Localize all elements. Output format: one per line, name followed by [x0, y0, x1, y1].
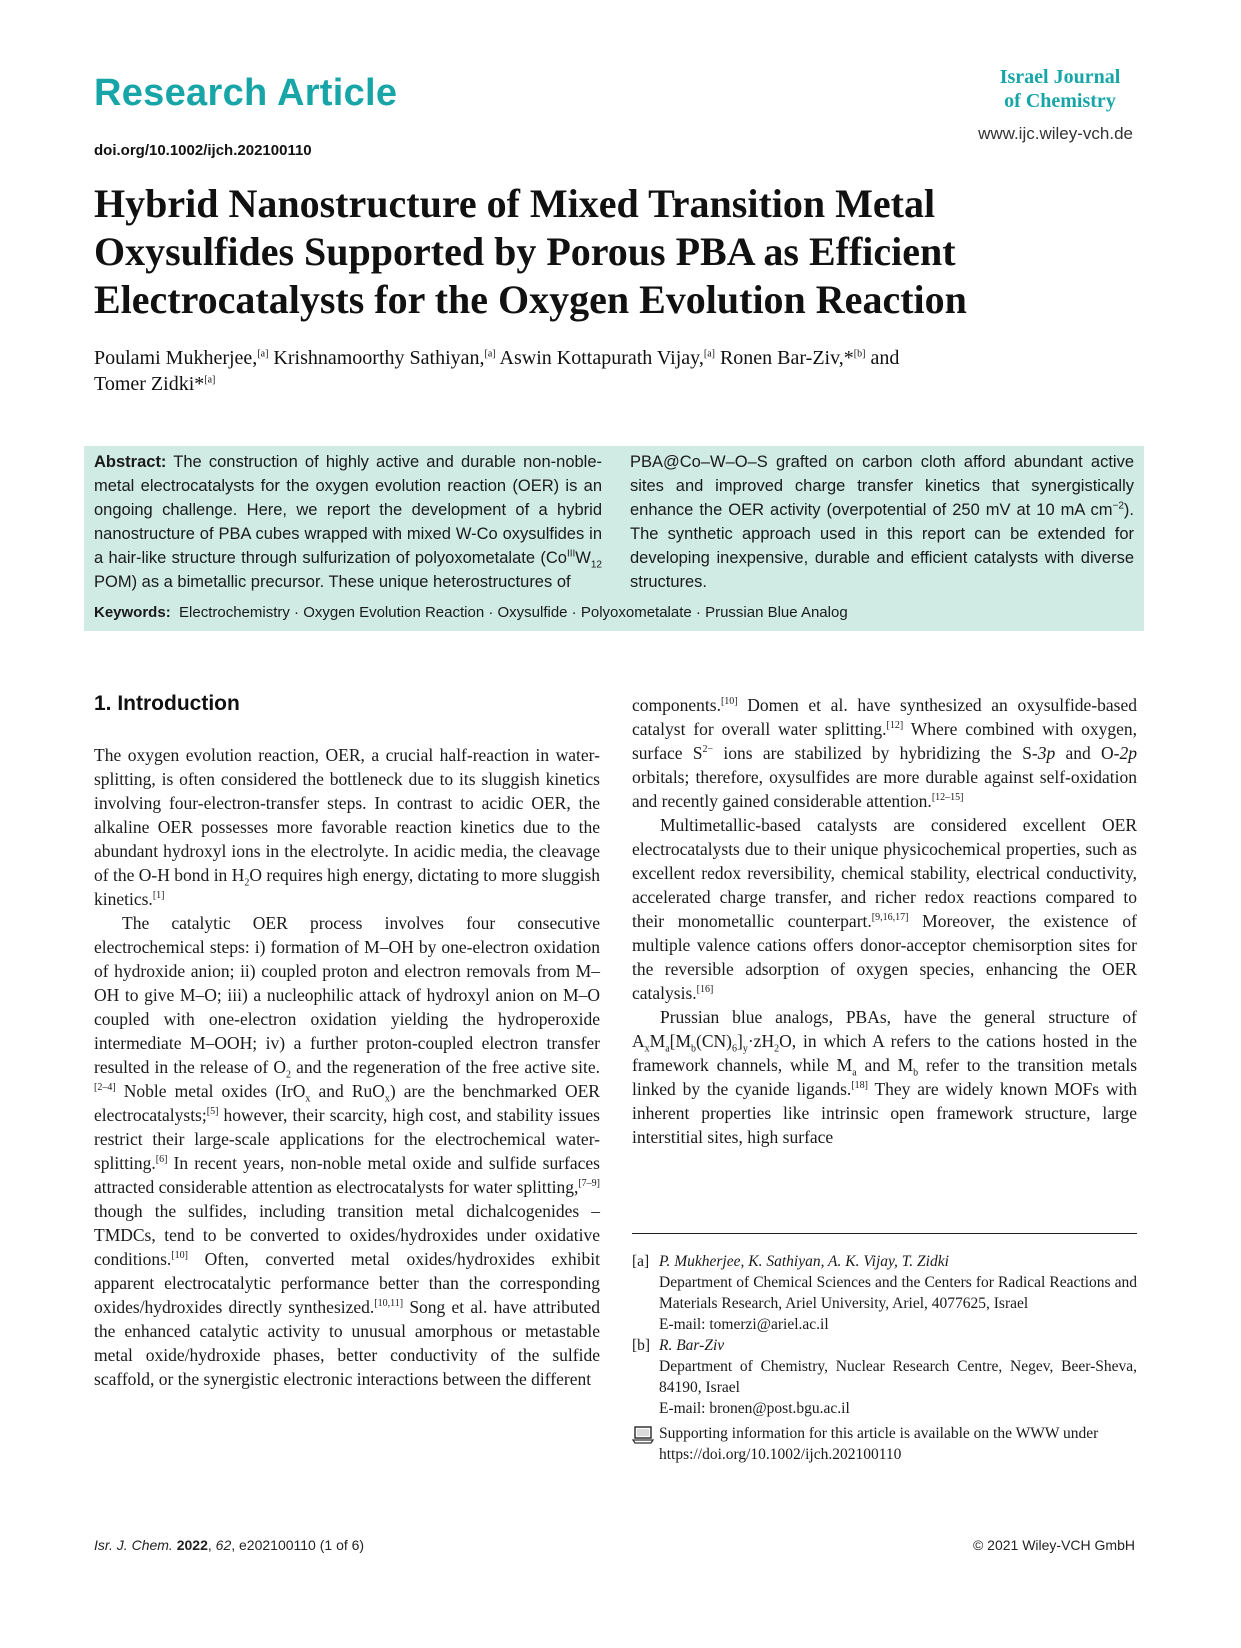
- abstract-superscript: III: [566, 548, 576, 560]
- keywords-label: Keywords:: [94, 604, 171, 621]
- footer-article-id: e202100110 (1 of 6): [239, 1537, 365, 1553]
- keywords-line: [94, 604, 1134, 621]
- body-text: (CN): [696, 1031, 733, 1051]
- italic-text: 3p: [1037, 743, 1056, 763]
- body-text: Multimetallic-based catalysts are considered excellent OER electrocatalysts due to their unique physicochemical properties, such as excellent redox reversibility, chemical stability, electrical conductivity, accelerated charge transfer, and richer redox reactions compared to their monometallic counterpart.: [632, 815, 1137, 931]
- body-text: O, in which A refers to the cations hosted in the framework channels, while M: [632, 1031, 1137, 1075]
- citation-ref[interactable]: [10]: [171, 1250, 188, 1262]
- subscript: x: [384, 1093, 390, 1105]
- article-type-heading: Research Article: [94, 72, 398, 114]
- footer-journal: Isr. J. Chem.: [94, 1537, 173, 1553]
- affiliation-marker: [a]: [257, 348, 269, 360]
- subscript: 2: [774, 1043, 780, 1055]
- footer-year: 2022: [176, 1537, 208, 1553]
- footnotes: [632, 1251, 1137, 1465]
- body-text: Often, converted metal oxides/hydroxides exhibit apparent electrocatalytic performance better than the corresponding oxides/hydroxides directly synthesized.: [94, 1249, 600, 1317]
- subscript: x: [305, 1093, 311, 1105]
- footnote-authors: R. Bar-Ziv: [659, 1337, 725, 1354]
- citation-ref[interactable]: [10,11]: [374, 1298, 404, 1310]
- abstract-column-left: [94, 450, 602, 594]
- body-text: The catalytic OER process involves four consecutive electrochemical steps: i) formation of M–OH by one-electron oxidation of hydroxide anion; ii) coupled proton and electron removals from M–OH to give M–O; iii) a nucleophilic attack of hydroxyl anion on M–O coupled with one-electron oxidation yielding the hydroperoxide intermediate M–OOH; iv) a further proton-coupled electron transfer resulted in the release of O: [94, 913, 600, 1077]
- keywords-list: Electrochemistry · Oxygen Evolution Reaction · Oxysulfide · Polyoxometalate · Prussian Blue Analog: [179, 604, 848, 621]
- section-heading: 1. Introduction: [94, 692, 240, 715]
- author-name: Tomer Zidki*: [94, 373, 205, 395]
- affiliation-marker: [b]: [853, 348, 866, 360]
- subscript: a: [665, 1043, 670, 1055]
- body-text: Where combined with oxygen, surface S: [632, 719, 1137, 763]
- citation-ref[interactable]: [5]: [206, 1106, 219, 1118]
- body-text: and M: [856, 1055, 914, 1075]
- body-text: orbitals; therefore, oxysulfides are more durable against self-oxidation and recently gained considerable attention.: [632, 767, 1137, 811]
- citation-ref[interactable]: [16]: [696, 984, 714, 996]
- author-name: Ronen Bar-Ziv,*: [719, 347, 854, 369]
- citation-ref[interactable]: [6]: [155, 1154, 168, 1166]
- abstract-text: W: [575, 549, 591, 567]
- footnote-authors: P. Mukherjee, K. Sathiyan, A. K. Vijay, T. Zidki: [659, 1253, 949, 1270]
- author-list: [94, 345, 1134, 397]
- body-text: though the sulfides, including transition metal dichalcogenides – TMDCs, tend to be converted to oxides/hydroxides under oxidative conditions.: [94, 1201, 600, 1269]
- body-text: however, their scarcity, high cost, and stability issues restrict their large-scale applications for the electrochemical water-splitting.: [94, 1105, 600, 1173]
- superscript: 2−: [702, 744, 714, 756]
- footnote-email[interactable]: E-mail: bronen@post.bgu.ac.il: [659, 1400, 850, 1417]
- journal-name-line-2: of Chemistry: [1004, 90, 1116, 112]
- footnote-marker: [b]: [632, 1337, 651, 1354]
- paragraph: [94, 911, 600, 1391]
- doi-link[interactable]: doi.org/10.1002/ijch.202100110: [94, 142, 312, 159]
- footnote-affiliation: Department of Chemistry, Nuclear Research Centre, Negev, Beer-Sheva, 84190, Israel: [659, 1358, 1137, 1396]
- subscript: x: [644, 1043, 650, 1055]
- body-text: refer to the transition metals linked by the cyanide ligands.: [632, 1055, 1138, 1099]
- citation-ref[interactable]: [7–9]: [578, 1178, 600, 1190]
- computer-icon: [632, 1423, 659, 1465]
- citation-ref[interactable]: [9,16,17]: [871, 912, 909, 924]
- body-text: M: [649, 1031, 666, 1051]
- abstract-text: ). The synthetic approach used in this report can be extended for developing inexpensive, durable and efficient catalysts with diverse structures.: [630, 501, 1134, 591]
- footer-copyright: © 2021 Wiley-VCH GmbH: [972, 1537, 1135, 1553]
- author-name: Poulami Mukherjee,: [94, 347, 258, 369]
- body-text: Noble metal oxides (IrO: [115, 1081, 306, 1101]
- body-text: Song et al. have attributed the enhanced catalytic activity to unusual amorphous or metastable metal oxide/hydroxide phases, better conductivity of the sulfide scaffold, or the synergistic electronic interactions between the different: [94, 1297, 600, 1389]
- body-text: ions are stabilized by hybridizing the S-: [713, 743, 1038, 763]
- author-name: Aswin Kottapurath Vijay,: [499, 347, 704, 369]
- abstract-subscript: 12: [590, 559, 602, 571]
- affiliation-marker: [a]: [484, 348, 496, 360]
- paragraph: [94, 743, 600, 911]
- footnote-email[interactable]: E-mail: tomerzi@ariel.ac.il: [659, 1316, 829, 1333]
- body-text: [M: [669, 1031, 692, 1051]
- abstract-text: PBA@Co–W–O–S grafted on carbon cloth afford abundant active sites and improved charge transfer kinetics that synergistically enhance the OER activity (overpotential of 250 mV at 10 mA cm: [630, 453, 1134, 519]
- subscript: 2: [244, 877, 250, 889]
- citation-ref[interactable]: [18]: [851, 1080, 868, 1092]
- body-text: components.: [632, 695, 721, 715]
- body-text: ) are the benchmarked OER electrocatalysts;: [94, 1081, 600, 1125]
- abstract-label: Abstract:: [94, 453, 167, 471]
- footnote-divider: [632, 1233, 1137, 1234]
- body-column-left: [94, 743, 600, 1391]
- abstract-text: POM) as a bimetallic precursor. These unique heterostructures of: [94, 573, 571, 591]
- journal-logo: [995, 65, 1125, 113]
- body-text: The oxygen evolution reaction, OER, a crucial half-reaction in water-splitting, is often considered the bottleneck due to its sluggish kinetics involving four-electron-transfer steps. In contrast to acidic OER, the alkaline OER possesses more favorable reaction kinetics due to the abundant hydroxyl ions in the electrolyte. In acidic media, the cleavage of the O-H bond in H: [94, 745, 600, 885]
- subscript: b: [691, 1043, 697, 1055]
- body-text: Prussian blue analogs, PBAs, have the general structure of A: [632, 1007, 1137, 1051]
- footer-citation: Isr. J. Chem. 2022, 62, e202100110 (1 of 6): [94, 1537, 365, 1553]
- body-text: and RuO: [310, 1081, 385, 1101]
- paragraph: [632, 1005, 1137, 1149]
- body-text: Domen et al. have synthesized an oxysulfide-based catalyst for overall water splitting.: [632, 695, 1137, 739]
- body-text: O requires high energy, dictating to more sluggish kinetics.: [94, 865, 601, 909]
- body-text: Moreover, the existence of multiple valence cations offers donor-acceptor chemisorption sites for the reversible adsorption of oxygen species, enhancing the OER catalysis.: [632, 911, 1137, 1003]
- body-text: ]: [737, 1031, 743, 1051]
- body-column-right: [632, 693, 1137, 1149]
- citation-ref[interactable]: [1]: [152, 890, 165, 902]
- subscript: y: [742, 1043, 748, 1055]
- italic-text: 2p: [1119, 743, 1137, 763]
- citation-ref[interactable]: [12–15]: [931, 792, 964, 804]
- footnote-marker: [a]: [632, 1253, 650, 1270]
- supporting-info: [632, 1423, 1137, 1465]
- footnote-affiliation: Department of Chemical Sciences and the Centers for Radical Reactions and Materials Research, Ariel University, Ariel, 4077625, Israel: [659, 1274, 1137, 1312]
- citation-ref[interactable]: [10]: [720, 696, 738, 708]
- body-text: They are widely known MOFs with inherent properties like intrinsic open framework structure, large interstitial sites, high surface: [632, 1079, 1138, 1147]
- author-name: Krishnamoorthy Sathiyan,: [273, 347, 485, 369]
- subscript: a: [852, 1067, 857, 1079]
- subscript: 2: [285, 1069, 291, 1081]
- paragraph: [632, 813, 1137, 1005]
- subscript: b: [913, 1067, 919, 1079]
- body-text: ·zH: [747, 1031, 775, 1051]
- abstract-box: [84, 446, 1144, 631]
- body-text: and O-: [1055, 743, 1120, 763]
- affiliation-marker: [a]: [703, 348, 715, 360]
- affiliation-marker: [a]: [204, 374, 216, 386]
- footer-volume: 62: [215, 1537, 232, 1553]
- article-title: Hybrid Nanostructure of Mixed Transition Metal Oxysulfides Supported by Porous PBA as Efficient Electrocatalysts for the Oxygen Evolution Reaction: [94, 181, 967, 322]
- footnote-b: [632, 1335, 1137, 1356]
- journal-name-line-1: Israel Journal: [999, 66, 1121, 88]
- paragraph: [632, 693, 1137, 813]
- abstract-text: The construction of highly active and durable non-noble-metal electrocatalysts for the oxygen evolution reaction (OER) is an ongoing challenge. Here, we report the development of a hybrid nanostructure of PBA cubes wrapped with mixed W-Co oxysulfides in a hair-like structure through sulfurization of polyoxometalate (Co: [94, 453, 603, 567]
- abstract-superscript: −2: [1112, 500, 1124, 512]
- subscript: 6: [732, 1043, 738, 1055]
- citation-ref[interactable]: [2–4]: [94, 1082, 116, 1094]
- author-conjunction: and: [870, 347, 900, 369]
- body-text: and the regeneration of the free active site.: [290, 1057, 600, 1077]
- footnote-a: [632, 1251, 1137, 1272]
- journal-url-link[interactable]: www.ijc.wiley-vch.de: [978, 124, 1133, 143]
- citation-ref[interactable]: [12]: [886, 720, 904, 732]
- body-text: In recent years, non-noble metal oxide and sulfide surfaces attracted considerable attention as electrocatalysts for water splitting,: [94, 1153, 600, 1197]
- supporting-info-text[interactable]: Supporting information for this article is available on the WWW under https://doi.org/10.1002/ijch.202100110: [659, 1425, 1099, 1463]
- abstract-column-right: [630, 450, 1134, 594]
